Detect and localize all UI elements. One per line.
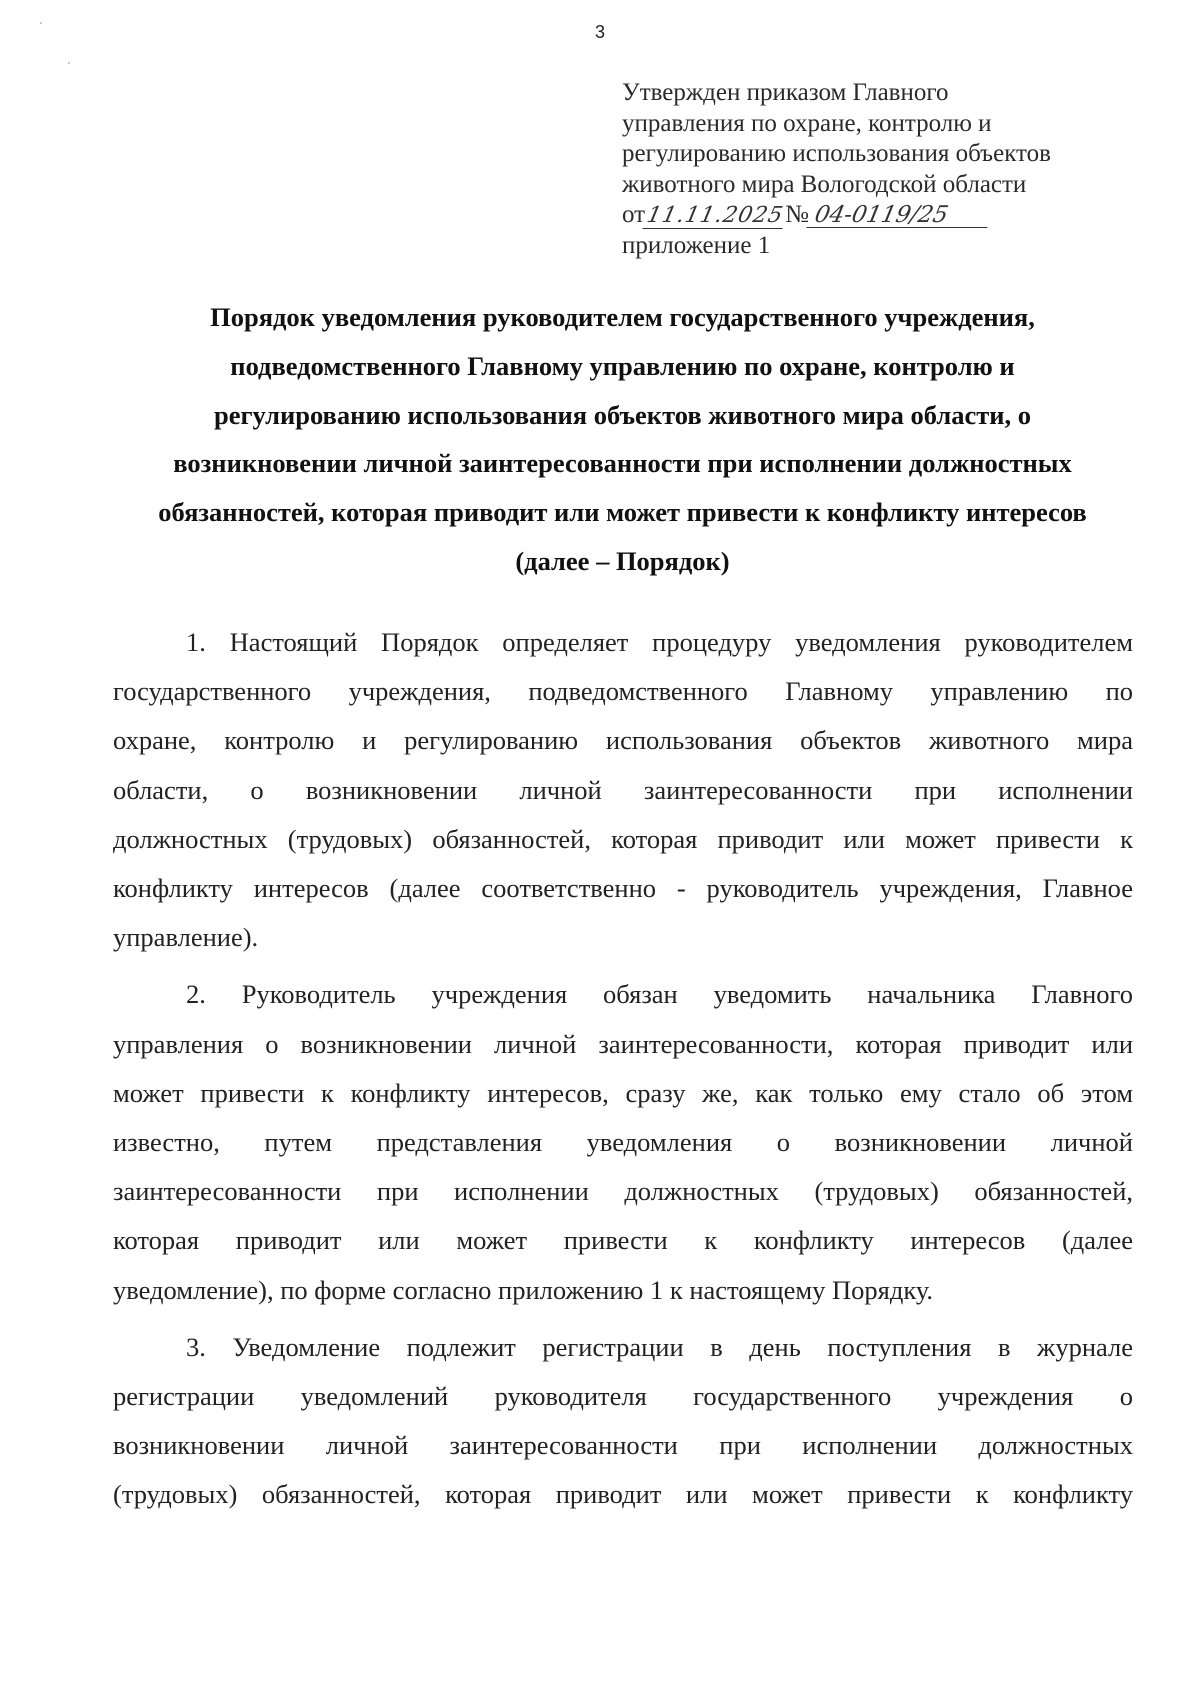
paragraph-line: 3. Уведомление подлежит регистрации в день поступления в журнале (186, 1331, 1133, 1362)
number-prefix: № (785, 201, 809, 228)
paragraph-line: (трудовых) обязанностей, которая приводит или может привести к конфликту (113, 1479, 1133, 1510)
attachment-label: приложение 1 (622, 231, 771, 259)
title-line: регулированию использования объектов животного мира области, о (213, 399, 1032, 430)
paragraph-line: области, о возникновении личной заинтересованности при исполнении (113, 774, 1133, 805)
paragraph-line: 2. Руководитель учреждения обязан уведомить начальника Главного (186, 979, 1133, 1010)
paragraph-line: которая приводит или может привести к конфликту интересов (далее (113, 1225, 1133, 1256)
paragraph-line: должностных (трудовых) обязанностей, которая приводит или может привести к (113, 823, 1133, 854)
paragraph-line: государственного учреждения, подведомственного Главному управлению по (113, 676, 1133, 707)
document-body (113, 618, 1133, 1528)
page-number: 3 (594, 22, 605, 42)
title-line: возникновении личной заинтересованности при исполнении должностных (173, 448, 1072, 479)
paragraph-line: может привести к конфликту интересов, сразу же, как только ему стало об этом (113, 1077, 1133, 1108)
approval-block (622, 78, 1142, 261)
paragraph-3 (113, 1323, 1133, 1520)
paragraph-line: известно, путем представления уведомления о возникновении личной (113, 1127, 1133, 1158)
approval-date-line (622, 200, 1142, 231)
handwritten-date: 11.11.2025 (642, 204, 787, 229)
date-prefix: от (622, 201, 646, 228)
paragraph-line: управление). (113, 922, 259, 953)
title-line: обязанностей, которая приводит или может привести к конфликту интересов (158, 497, 1087, 528)
paragraph-2 (113, 970, 1133, 1314)
approval-line: Утвержден приказом Главного (622, 79, 949, 106)
title-line: Порядок уведомления руководителем государственного учреждения, (210, 302, 1035, 332)
paragraph-line: регистрации уведомлений руководителя государственного учреждения о (113, 1381, 1133, 1412)
title-line: подведомственного Главному управлению по охране, контролю и (230, 350, 1015, 381)
paragraph-line: управления о возникновении личной заинтересованности, которая приводит или (113, 1028, 1133, 1059)
approval-line: животного мира Вологодской области (622, 170, 1027, 198)
title-line: (далее – Порядок) (515, 545, 730, 576)
approval-line: управления по охране, контролю и (622, 109, 992, 137)
scan-speck (68, 62, 70, 64)
paragraph-line: возникновении личной заинтересованности при исполнении должностных (113, 1430, 1133, 1461)
paragraph-line: заинтересованности при исполнении должностных (трудовых) обязанностей, (113, 1176, 1133, 1207)
approval-line: регулированию использования объектов (622, 140, 1051, 167)
handwritten-number: 04-0119/25 (806, 203, 992, 228)
paragraph-line: охране, контролю и регулированию использования объектов животного мира (113, 725, 1133, 756)
paragraph-line: 1. Настоящий Порядок определяет процедуру уведомления руководителем (186, 627, 1133, 657)
paragraph-line: конфликту интересов (далее соответственно - руководитель учреждения, Главное (113, 873, 1133, 904)
paragraph-1 (113, 618, 1133, 962)
paragraph-line: уведомление), по форме согласно приложению 1 к настоящему Порядку. (113, 1274, 934, 1305)
document-title (100, 293, 1145, 586)
